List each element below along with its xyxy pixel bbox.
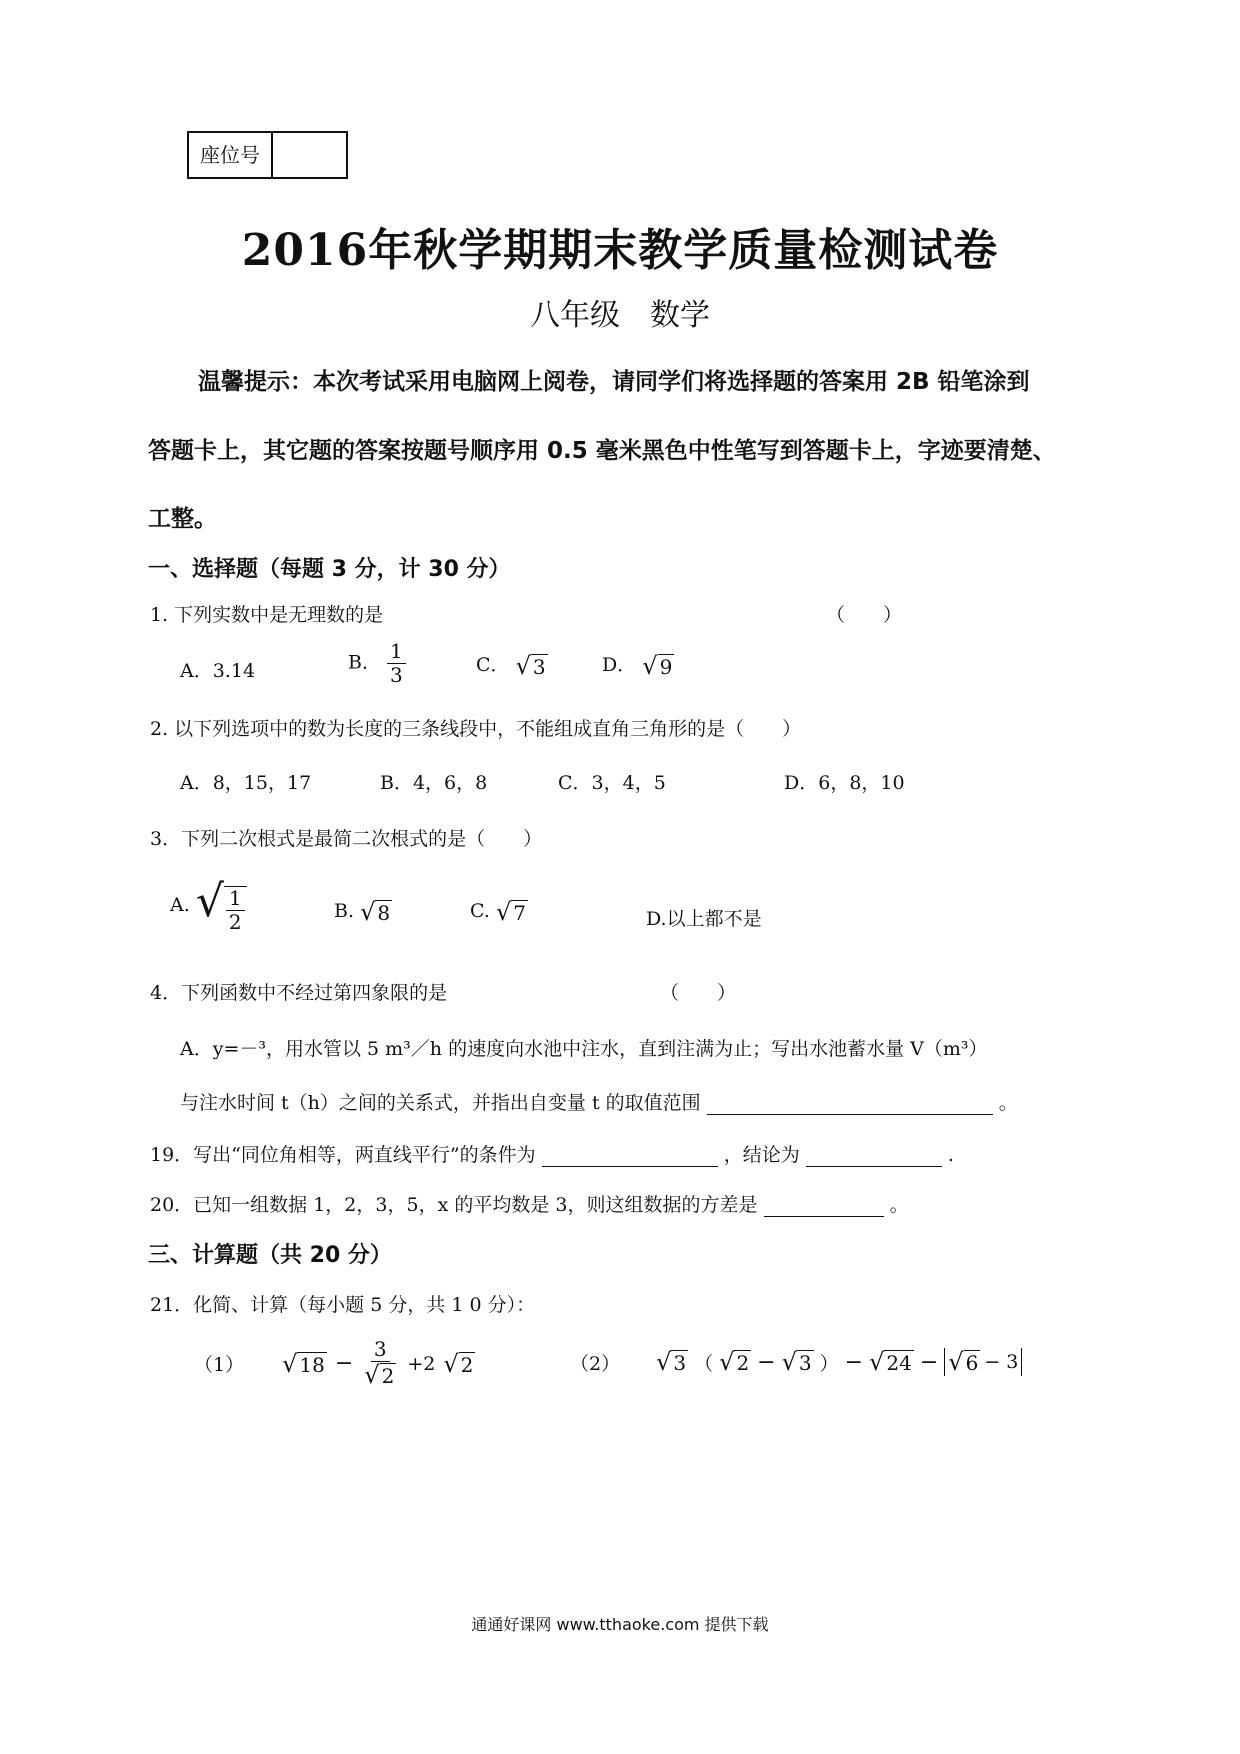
q4-overlap-line-2 [180,1088,1018,1115]
q3-option-b [334,898,392,926]
exam-subtitle: 八年级 数学 [530,298,710,333]
q21-part-2 [570,1348,1022,1376]
q3-option-a [170,876,247,934]
radicand: 3 [532,655,546,679]
radicand: 2 [460,1352,474,1377]
q2-option-b: B．4，6，8 [380,772,488,794]
radicand: 6 [965,1351,979,1375]
radicand: 18 [299,1352,325,1377]
q20-end: 。 [889,1194,909,1216]
sqrt-symbol: √ 2 [719,1348,750,1376]
radicand: 3 [673,1351,687,1375]
sqrt-symbol: √ 18 [282,1349,325,1378]
q2-option-d: D．6，8，10 [784,772,905,794]
q20-text: 20．已知一组数据 1，2，3，5，x 的平均数是 3，则这组数据的方差是 [150,1194,758,1216]
sqrt-symbol: √ 2 [443,1349,474,1378]
section-3-title: 三、计算题（共 20 分） [148,1243,392,1268]
plus-coefficient: +2 [407,1352,436,1375]
seat-number-cell [273,133,346,177]
sqrt-symbol: √ 9 [642,652,673,680]
sqrt-symbol: √ 6 [948,1348,979,1376]
q3-option-d: D.以上都不是 [646,908,762,930]
q21-stem: 21．化简、计算（每小题 5 分，共 1 0 分）： [150,1294,536,1316]
minus-sign: − [919,1349,939,1375]
q1-answer-paren: （ ） [826,604,903,626]
q19-mid: ，结论为 [723,1144,800,1166]
q20 [150,1190,909,1217]
minus-sign: − [757,1349,776,1375]
open-paren: （ [694,1352,714,1375]
sqrt-symbol: √ 3 [515,652,546,680]
fraction-numerator: 3 [371,1338,390,1362]
fraction-numerator: 1 [226,887,245,911]
radicand [224,886,247,934]
q1-option-a: A．3.14 [180,660,256,682]
q21-part-1-label: （1） [194,1354,245,1377]
abs-tail: − 3 [984,1351,1019,1373]
q21-part-2-label: （2） [570,1352,621,1375]
section-1-title: 一、选择题（每题 3 分，计 30 分） [148,557,511,582]
q3-option-a-fraction [226,887,245,934]
q1-option-b-fraction [387,640,406,687]
answer-blank [764,1194,884,1217]
fraction-denominator: 3 [390,663,403,687]
fraction-denominator [361,1362,399,1390]
q4-option-a-overlap-line-1: A．y=－³，用水管以 5 m³／h 的速度向水池中注水，直到注满为止；写出水池蓄水量 V（m³） [180,1038,988,1060]
radicand: 24 [886,1351,912,1375]
q2-stem: 2. 以下列选项中的数为长度的三条线段中，不能组成直角三角形的是（ ） [150,718,802,740]
sqrt-symbol: √ 2 [364,1361,395,1389]
q4-answer-paren: （ ） [660,982,737,1004]
radicand: 2 [736,1351,750,1375]
q1-option-c [476,650,548,680]
radicand: 2 [381,1364,395,1388]
notice-line-1: 温馨提示：本次考试采用电脑网上阅卷，请同学们将选择题的答案用 2B 铅笔涂到 [198,369,1030,395]
q1-option-d [602,650,674,680]
sqrt-symbol: √ 8 [360,898,391,926]
sqrt-symbol: √ 3 [656,1348,687,1376]
sqrt-symbol: √ 7 [495,898,526,926]
q3-option-b-label: B. [334,900,355,922]
q19-text: 19．写出“同位角相等，两直线平行”的条件为 [150,1144,536,1166]
q1-option-b [348,640,406,687]
notice-line-3: 工整。 [148,506,217,532]
answer-blank-condition [542,1144,718,1167]
q2-option-a: A．8，15，17 [180,772,312,794]
q1-option-c-label: C． [476,654,510,676]
q3-option-c-label: C. [470,900,490,922]
q1-option-b-label: B． [348,651,381,674]
seat-number-label: 座位号 [189,133,273,177]
radicand: 8 [377,901,391,925]
radicand: 3 [798,1351,812,1375]
q2-option-c: C．3，4，5 [558,772,666,794]
notice-line-2: 答题卡上，其它题的答案按题号顺序用 0.5 毫米黑色中性笔写到答题卡上，字迹要清楚、 [148,438,1056,464]
q1-stem: 1. 下列实数中是无理数的是 [150,604,384,626]
q21-part-1 [194,1338,475,1390]
answer-blank-conclusion [806,1144,942,1167]
q3-stem: 3．下列二次根式是最简二次根式的是（ ） [150,828,543,850]
fraction-numerator: 1 [387,640,406,664]
q21-part-1-fraction [361,1338,399,1390]
q1-option-d-label: D． [602,654,637,676]
close-paren: ） [819,1352,839,1375]
q19 [150,1140,954,1167]
minus-sign: − [844,1349,864,1375]
q3-option-c [470,898,528,926]
q19-end: . [947,1144,954,1166]
radicand: 7 [513,901,526,925]
sqrt-symbol: √ 24 [869,1348,912,1376]
q3-option-a-label: A. [170,894,190,916]
q4-stem: 4．下列函数中不经过第四象限的是 [150,982,448,1004]
q4-overlap-line-2-end: 。 [998,1092,1018,1114]
sqrt-symbol: √ 3 [781,1348,812,1376]
fraction-denominator: 2 [228,910,242,934]
radicand: 9 [659,655,673,679]
footer-source: 通通好课网 www.tthaoke.com 提供下载 [471,1615,769,1634]
q4-overlap-line-2-text: 与注水时间 t（h）之间的关系式，并指出自变量 t 的取值范围 [180,1092,701,1114]
answer-blank [707,1092,993,1115]
minus-sign: − [334,1351,354,1377]
exam-title: 2016年秋学期期末教学质量检测试卷 [241,225,999,276]
absolute-value [944,1348,1022,1376]
seat-number-box [187,131,348,179]
sqrt-symbol: √ $\frac{1}{2}$ [196,876,247,934]
